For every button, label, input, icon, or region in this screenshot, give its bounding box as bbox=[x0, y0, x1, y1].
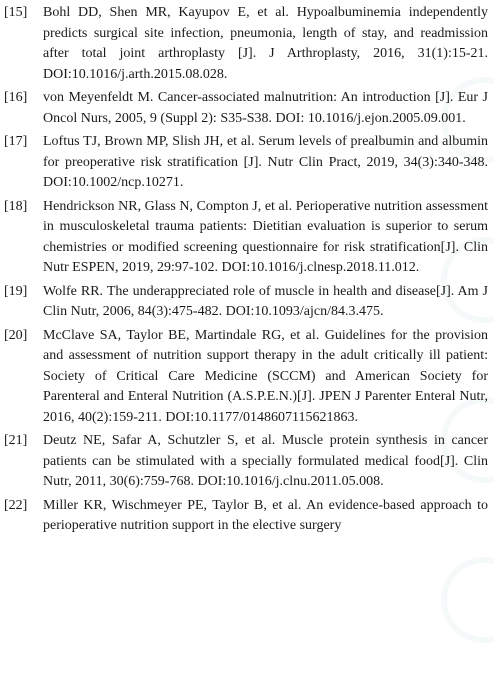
reference-text: Loftus TJ, Brown MP, Slish JH, et al. Serum levels of prealbumin and albumin for preoperative risk stratification [J]. Nutr Clin Pract, 2019, 34(3):340-348. DOI:10.1002/ncp.10271. bbox=[43, 134, 488, 190]
reference-text: Hendrickson NR, Glass N, Compton J, et al. Perioperative nutrition assessment in musculoskeletal trauma patients: Dietitian evaluation is superior to serum chemistries or modified screening questionnaire for risk stratification[J]. Clin Nutr ESPEN, 2019, 29:97-102. DOI:10.1016/j.clnesp.2018.11.012. bbox=[43, 198, 488, 275]
reference-text: von Meyenfeldt M. Cancer-associated malnutrition: An introduction [J]. Eur J Oncol Nurs, 2005, 9 (Suppl 2): S35-S38. DOI: 10.1016/j.ejon.2005.09.001. bbox=[43, 90, 488, 126]
reference-number: [16] bbox=[4, 90, 28, 105]
reference-item-17 bbox=[4, 132, 488, 194]
reference-number: [21] bbox=[4, 433, 28, 448]
reference-item-18 bbox=[4, 197, 488, 279]
reference-item-15 bbox=[4, 3, 488, 85]
reference-text: Bohl DD, Shen MR, Kayupov E, et al. Hypoalbuminemia independently predicts surgical site infection, pneumonia, length of stay, and readmission after total joint arthroplasty [J]. J Arthroplasty, 2016, 31(1):15-21. DOI:10.1016/j.arth.2015.08.028. bbox=[43, 5, 488, 82]
reference-number: [17] bbox=[4, 134, 28, 149]
reference-item-20 bbox=[4, 326, 488, 429]
reference-list bbox=[4, 3, 488, 540]
reference-text: Deutz NE, Safar A, Schutzler S, et al. Muscle protein synthesis in cancer patients can be stimulated with a specially formulated medical food[J]. Clin Nutr, 2011, 30(6):759-768. DOI:10.1016/j.clnu.2011.05.008. bbox=[43, 433, 488, 489]
reference-number: [19] bbox=[4, 283, 28, 299]
reference-number: [22] bbox=[4, 497, 28, 513]
reference-text: McClave SA, Taylor BE, Martindale RG, et al. Guidelines for the provision and assessment of nutrition support therapy in the adult critically ill patient: Society of Critical Care Medicine (SCCM) and American Society for Parenteral and Enteral Nutrition (A.S.P.E.N.)[J]. JPEN J Parenter Enteral Nutr, 2016, 40(2):159-211. DOI:10.1177/0148607115621863. bbox=[43, 327, 488, 425]
reference-text: Wolfe RR. The underappreciated role of muscle in health and disease[J]. Am J Clin Nutr, 2006, 84(3):475-482. DOI:10.1093/ajcn/84.3.475. bbox=[43, 283, 488, 319]
reference-item-19 bbox=[4, 282, 488, 323]
reference-number: [15] bbox=[4, 5, 28, 20]
reference-text: Miller KR, Wischmeyer PE, Taylor B, et al. An evidence-based approach to perioperative nutrition support in the elective surgery bbox=[43, 497, 488, 533]
reference-item-16 bbox=[4, 88, 488, 129]
reference-number: [18] bbox=[4, 198, 28, 214]
reference-number: [20] bbox=[4, 327, 28, 343]
reference-item-22 bbox=[4, 496, 488, 537]
reference-item-21 bbox=[4, 431, 488, 493]
